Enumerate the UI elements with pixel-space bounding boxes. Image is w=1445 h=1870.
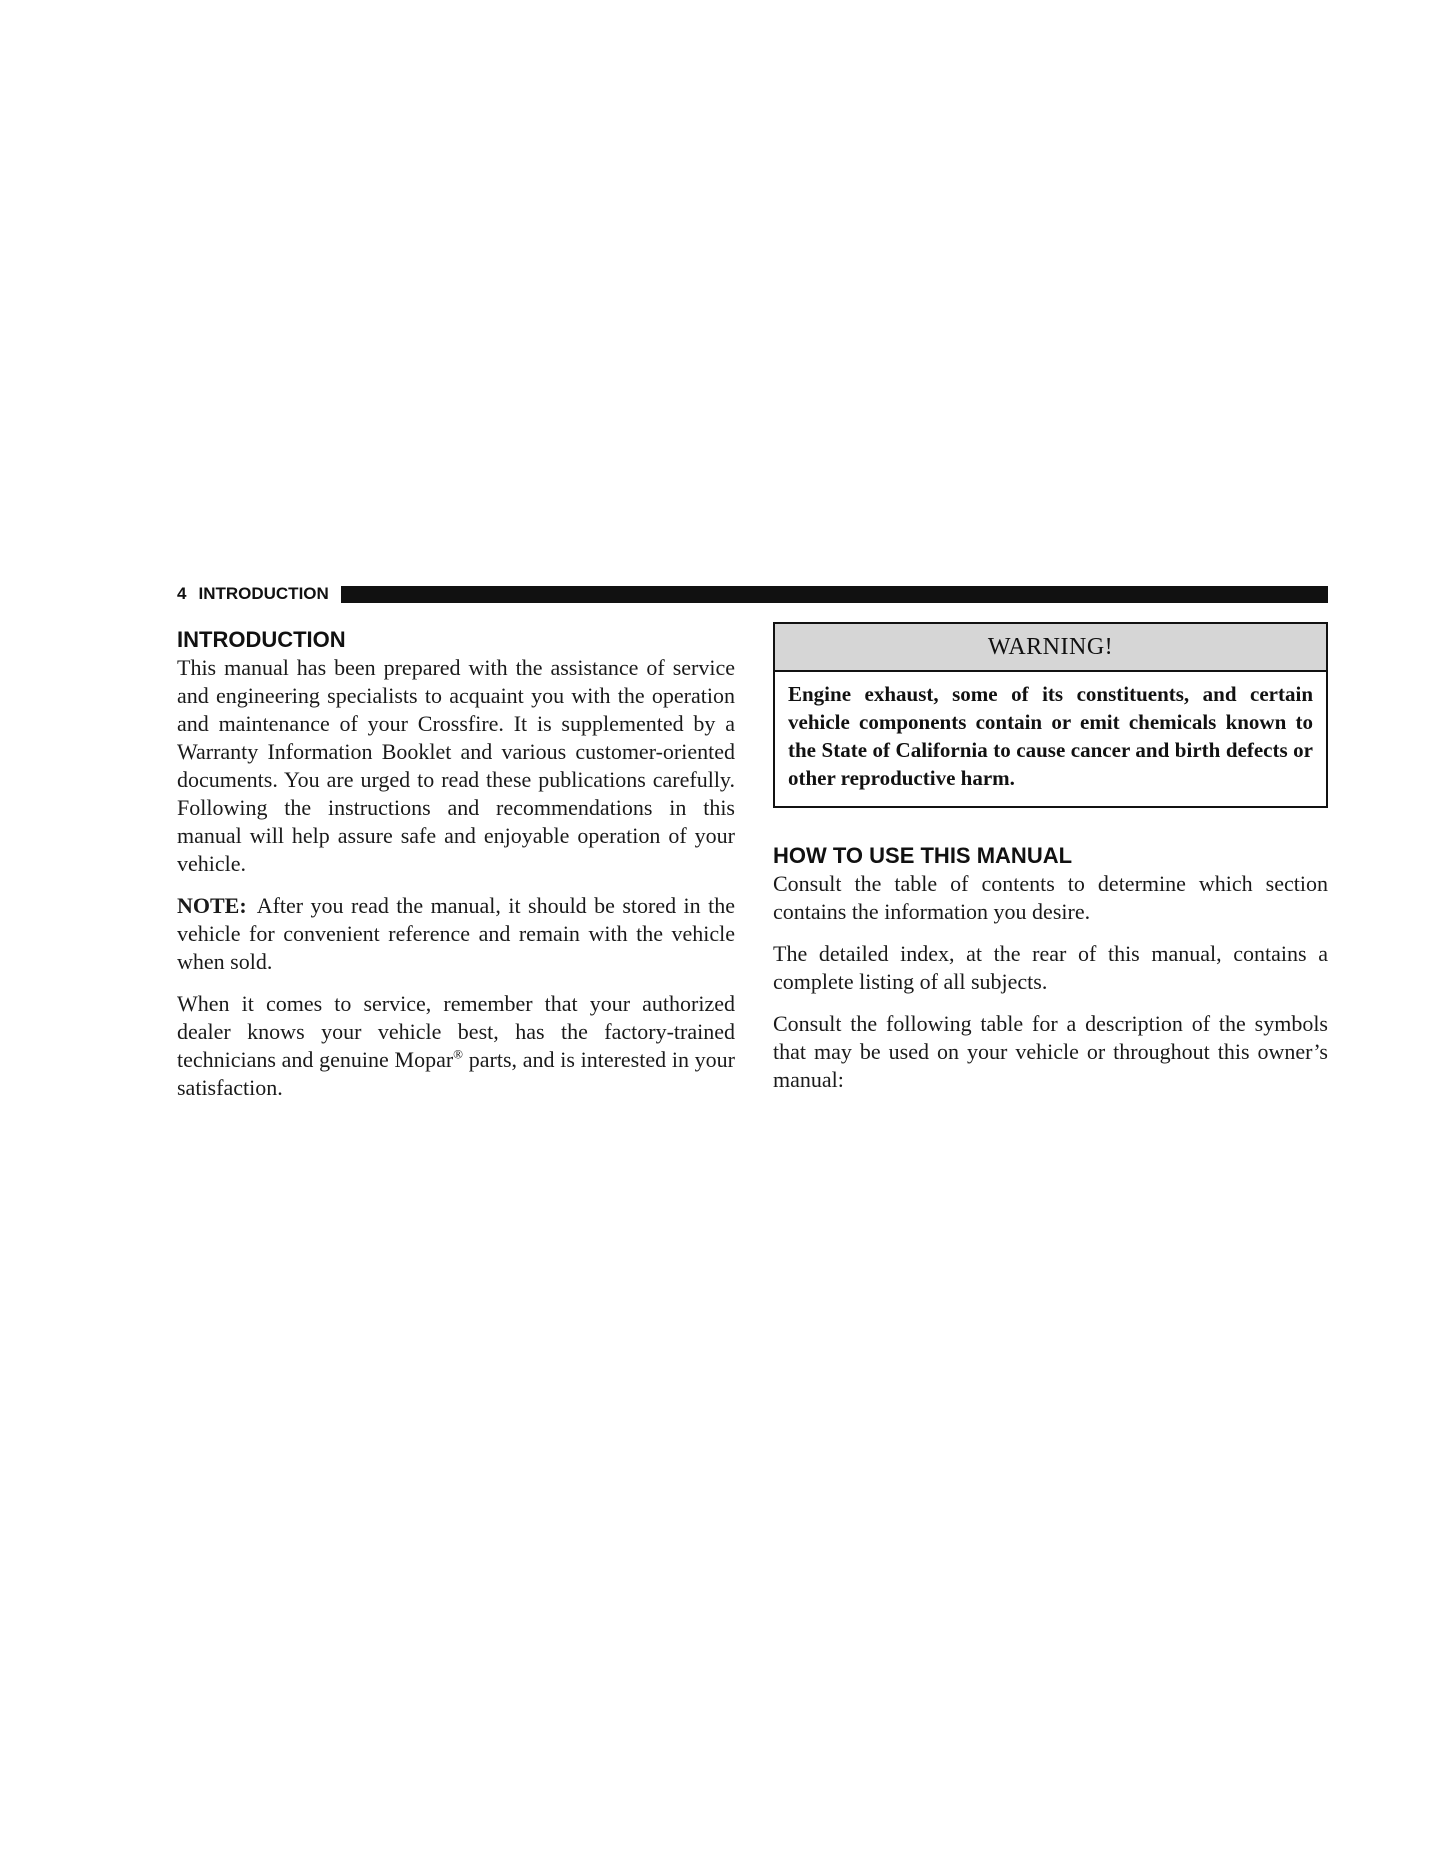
page-number: 4: [177, 584, 187, 603]
page-header: [177, 583, 1328, 605]
intro-paragraph: This manual has been prepared with the assistance of service and engineering specialists to acquaint you with the operation and maintenance of your Crossfire. It is supplemented by a Warranty Information Booklet and various customer-oriented documents. You are urged to read these publications carefully. Following the instructions and recommendations in this manual will help assure safe and enjoyable operation of your vehicle.: [177, 655, 735, 876]
contents-paragraph: Consult the table of contents to determine which section contains the information you desire.: [773, 871, 1328, 924]
warning-text: Engine exhaust, some of its constituents, and certain vehicle components contain or emit chemicals known to the State of California to cause cancer and birth defects or other reproductive harm.: [788, 682, 1313, 790]
how-to-use-heading: HOW TO USE THIS MANUAL: [773, 843, 1073, 868]
index-paragraph: The detailed index, at the rear of this manual, contains a complete listing of all subjects.: [773, 941, 1328, 994]
introduction-heading: INTRODUCTION: [177, 627, 346, 652]
left-column: [177, 620, 735, 1116]
warning-title: WARNING!: [775, 624, 1326, 672]
note-paragraph: [177, 892, 735, 976]
section-title: INTRODUCTION: [198, 584, 329, 603]
service-paragraph: [177, 990, 735, 1102]
registered-mark: ®: [453, 1046, 464, 1062]
warning-box: [773, 622, 1328, 808]
symbols-paragraph: Consult the following table for a description of the symbols that may be used on your vehicle or throughout this owner’s manual:: [773, 1011, 1328, 1092]
note-label: NOTE:: [177, 893, 247, 918]
note-text: After you read the manual, it should be stored in the vehicle for convenient reference and remain with the vehicle when sold.: [177, 893, 735, 974]
header-rule: [341, 586, 1328, 603]
service-text-part2: parts, and is interested in your satisfaction.: [177, 1047, 735, 1100]
service-text-part1: When it comes to service, remember that your authorized dealer knows your vehicle best, has the factory-trained technicians and genuine Mopar: [177, 991, 735, 1072]
right-column: [773, 620, 1328, 1108]
